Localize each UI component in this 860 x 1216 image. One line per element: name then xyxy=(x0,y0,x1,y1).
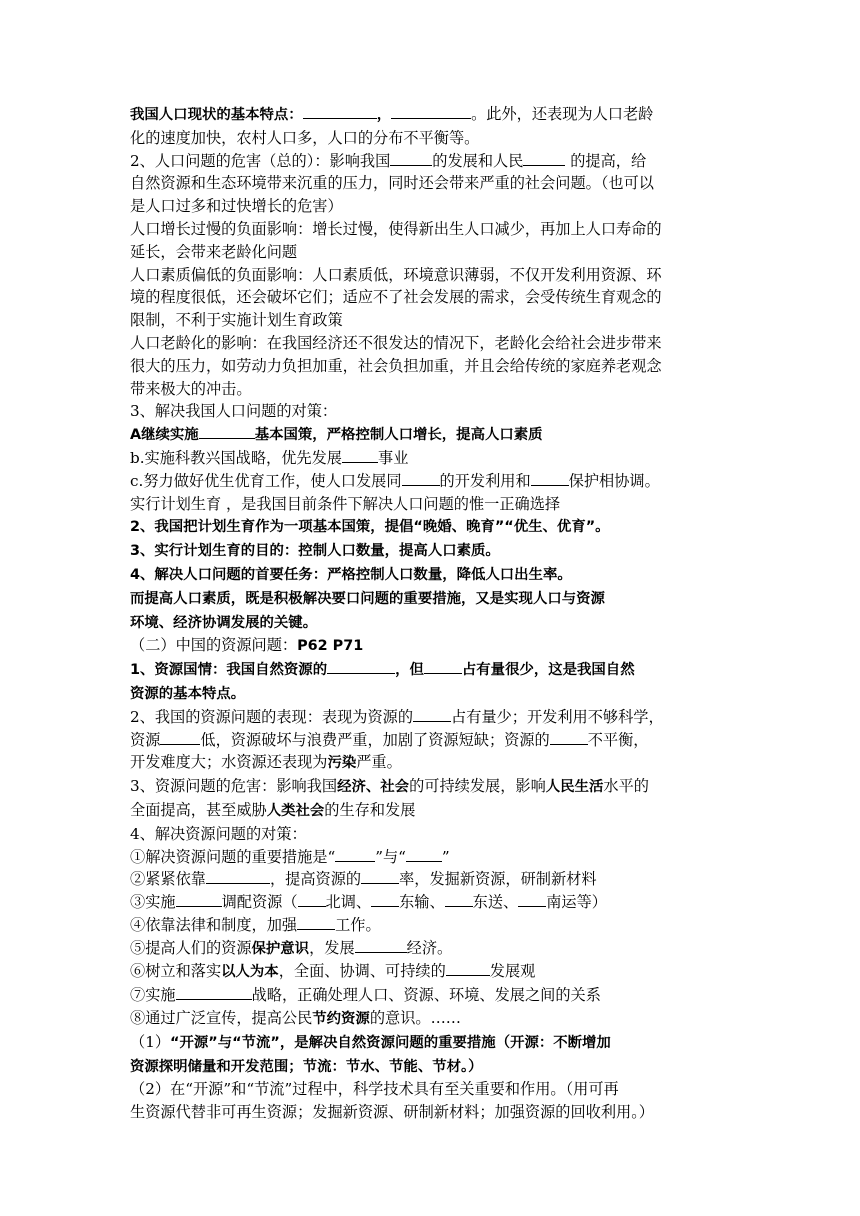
fill-in-blank xyxy=(523,150,565,166)
fill-in-blank xyxy=(413,706,451,722)
text-line xyxy=(130,960,730,984)
text-line xyxy=(130,1078,730,1101)
text-line xyxy=(130,309,730,332)
text-line xyxy=(130,846,730,869)
fill-in-blank xyxy=(160,729,200,745)
text-line xyxy=(130,658,730,682)
bold-text: ，但 xyxy=(395,662,424,679)
text-line xyxy=(130,751,730,775)
text-line xyxy=(130,241,730,264)
bold-text: P62 P71 xyxy=(297,638,364,655)
text-segment: ⑥树立和落实 xyxy=(130,962,222,981)
fill-in-blank xyxy=(342,447,378,463)
text-line xyxy=(130,172,730,195)
bold-text: 人民生活 xyxy=(545,779,604,796)
text-segment: b.实施科教兴国战略，优先发展 xyxy=(130,448,342,467)
text-segment: 延长，会带来老龄化问题 xyxy=(130,242,298,261)
text-segment: （二）中国的资源问题： xyxy=(130,636,298,655)
text-line xyxy=(130,355,730,378)
text-line xyxy=(130,634,730,658)
text-segment: 东送、 xyxy=(472,893,519,912)
text-line xyxy=(130,286,730,309)
fill-in-blank xyxy=(371,891,399,907)
text-line xyxy=(130,799,730,823)
text-line xyxy=(130,891,730,914)
text-line xyxy=(130,195,730,218)
text-line xyxy=(130,587,730,611)
bold-text: 而提高人口素质，既是积极解决要口问题的重要措施，又是实现人口与资源 xyxy=(130,590,605,607)
text-line xyxy=(130,868,730,891)
text-line xyxy=(130,447,730,470)
text-segment: 3、资源问题的危害：影响我国 xyxy=(130,777,338,796)
text-segment: 2、我国的资源问题的表现：表现为资源的 xyxy=(130,707,414,726)
bold-text: 污染 xyxy=(327,755,357,772)
text-segment: ④依靠法律和制度，加强 xyxy=(130,915,298,934)
bold-text: 资源探明储量和开发范围；节流：节水、节能、节材。） xyxy=(130,1058,483,1075)
text-segment: 的开发利用和 xyxy=(439,471,531,490)
text-segment: 4、解决资源问题的对策： xyxy=(130,824,307,843)
text-segment: 人口增长过慢的负面影响：增长过慢，使得新出生人口减少，再加上人口寿命的 xyxy=(130,219,662,238)
text-segment: 带来极大的冲击。 xyxy=(130,379,252,398)
text-segment: （1） xyxy=(130,1032,171,1051)
fill-in-blank xyxy=(390,150,432,166)
text-segment: 资源 xyxy=(130,730,161,749)
bold-text: 以人为本 xyxy=(221,964,279,981)
fill-in-blank xyxy=(445,891,473,907)
text-line xyxy=(130,1031,730,1055)
text-segment: 经济。 xyxy=(406,938,453,957)
text-segment: 低，资源破坏与浪费严重，加剧了资源短缺；资源的 xyxy=(200,730,550,749)
text-segment: ⑧通过广泛宣传，提高公民 xyxy=(130,1009,313,1028)
fill-in-blank xyxy=(406,846,442,862)
text-segment: ，全面、协调、可持续的 xyxy=(278,962,446,981)
text-line xyxy=(130,470,730,493)
text-line xyxy=(130,423,730,447)
text-line xyxy=(130,775,730,799)
text-segment: 水平的 xyxy=(603,777,649,796)
text-line xyxy=(130,914,730,937)
fill-in-blank xyxy=(327,658,395,674)
text-segment: 战略，正确处理人口、资源、环境、发展之间的关系 xyxy=(251,986,601,1005)
text-segment: ⑤提高人们的资源 xyxy=(130,938,252,957)
fill-in-blank xyxy=(446,960,490,976)
text-segment: 保护相协调。 xyxy=(568,471,660,490)
text-line xyxy=(130,563,730,587)
text-line xyxy=(130,264,730,287)
bold-text: 基本国策，严格控制人口增长，提高人口素质 xyxy=(254,427,543,444)
text-segment: 严重。 xyxy=(356,753,402,772)
text-segment: ③实施 xyxy=(130,893,176,912)
text-line xyxy=(130,400,730,423)
fill-in-blank xyxy=(206,868,270,884)
text-segment: 2、人口问题的危害（总的）：影响我国 xyxy=(130,151,391,170)
bold-text: 人类社会 xyxy=(266,802,325,819)
fill-in-blank xyxy=(402,470,440,486)
bold-text: 4、解决人口问题的首要任务：严格控制人口数量，降低人口出生率。 xyxy=(130,566,572,583)
text-segment: 实行计划生育 ，是我国目前条件下解决人口问题的惟一正确选择 xyxy=(130,494,561,513)
fill-in-blank xyxy=(335,846,375,862)
text-segment: 发展观 xyxy=(489,962,536,981)
text-segment: ”与“ xyxy=(375,847,406,866)
bold-text: 2、我国把计划生育作为一项基本国策，提倡“晚婚、晚育”“优生、优育”。 xyxy=(130,519,610,536)
text-segment: 化的速度加快，农村人口多，人口的分布不平衡等。 xyxy=(130,128,480,147)
text-segment: 北调、 xyxy=(325,893,372,912)
fill-in-blank xyxy=(531,470,569,486)
fill-in-blank xyxy=(550,729,588,745)
text-segment: 东输、 xyxy=(399,893,445,912)
text-segment: 人口素质偏低的负面影响：人口素质低，环境意识薄弱，不仅开发利用资源、环 xyxy=(130,265,662,284)
text-segment: 占有量少；开发利用不够科学， xyxy=(451,707,664,726)
text-line xyxy=(130,1055,730,1079)
text-line xyxy=(130,539,730,563)
bold-text: 环境、经济协调发展的关键。 xyxy=(130,614,318,631)
text-segment: c.努力做好优生优育工作，使人口发展同 xyxy=(130,471,402,490)
fill-in-blank xyxy=(176,891,222,907)
text-segment: 的发展和人民 xyxy=(432,151,524,170)
text-line xyxy=(130,332,730,355)
fill-in-blank xyxy=(518,891,546,907)
bold-text: 我国人口现状的基本特点： xyxy=(130,107,303,123)
fill-in-blank xyxy=(303,103,377,119)
text-segment: ①解决资源问题的重要措施是“ xyxy=(130,847,336,866)
text-line xyxy=(130,729,730,752)
text-line xyxy=(130,515,730,539)
bold-text: 经济、社会 xyxy=(337,779,410,796)
text-segment: 很大的压力，如劳动力负担加重，社会负担加重，并且会给传统的家庭养老观念 xyxy=(130,356,662,375)
text-line xyxy=(130,706,730,729)
text-line xyxy=(130,611,730,635)
text-line xyxy=(130,150,730,173)
text-line xyxy=(130,493,730,516)
text-line xyxy=(130,378,730,401)
text-line xyxy=(130,937,730,961)
text-segment: ，提高资源的 xyxy=(269,870,362,889)
text-segment: 事业 xyxy=(378,448,409,467)
text-segment: ” xyxy=(441,847,450,866)
bold-text: 占有量很少，这是我国自然 xyxy=(461,662,635,679)
text-segment: 自然资源和生态环境带来沉重的压力，同时还会带来严重的社会问题。（也可以 xyxy=(130,174,654,193)
fill-in-blank xyxy=(298,891,326,907)
bold-text: ， xyxy=(376,107,392,123)
text-segment: ②紧紧依靠 xyxy=(130,870,206,889)
text-segment: 的可持续发展，影响 xyxy=(409,777,546,796)
text-segment: 开发难度大；水资源还表现为 xyxy=(130,753,328,772)
text-segment: ⑦实施 xyxy=(130,986,176,1005)
text-segment: 境的程度很低，还会破坏它们；适应不了社会发展的需求，会受传统生育观念的 xyxy=(130,288,662,307)
text-segment: 的提高，给 xyxy=(565,151,647,170)
text-line xyxy=(130,823,730,846)
text-segment: 率，发掘新资源，研制新材料 xyxy=(399,870,597,889)
text-segment: （2）在“开源”和“节流”过程中，科学技术具有至关重要和作用。（用可再 xyxy=(130,1080,619,1099)
bold-text: 1、资源国情：我国自然资源的 xyxy=(130,662,328,679)
text-segment: 生资源代替非可再生资源；发掘新资源、研制新材料；加强资源的回收利用。） xyxy=(130,1103,654,1122)
bold-text: “开源”与“节流”，是解决自然资源问题的重要措施（开源：不断增加 xyxy=(170,1034,611,1051)
text-line xyxy=(130,218,730,241)
text-line xyxy=(130,1007,730,1031)
document-page xyxy=(130,103,730,1124)
bold-text: A继续实施 xyxy=(130,427,199,444)
text-segment: 3、解决我国人口问题的对策： xyxy=(130,402,338,421)
text-line xyxy=(130,127,730,150)
fill-in-blank xyxy=(297,914,335,930)
bold-text: 节约资源 xyxy=(312,1011,370,1028)
text-segment: 南运等） xyxy=(546,893,607,912)
text-segment: ，发展 xyxy=(309,938,355,957)
text-segment: 的意识。…… xyxy=(369,1009,461,1028)
text-segment: 限制，不利于实施计划生育政策 xyxy=(130,311,343,330)
text-segment: 调配资源（ xyxy=(221,893,298,912)
fill-in-blank xyxy=(355,937,407,953)
text-line xyxy=(130,682,730,706)
text-segment: 的生存和发展 xyxy=(324,800,416,819)
bold-text: 3、实行计划生育的目的：控制人口数量，提高人口素质。 xyxy=(130,543,500,560)
text-line xyxy=(130,984,730,1007)
fill-in-blank xyxy=(176,984,252,1000)
text-segment: 工作。 xyxy=(335,915,381,934)
text-segment: 人口老龄化的影响：在我国经济还不很发达的情况下，老龄化会给社会进步带来 xyxy=(130,333,662,352)
bold-text: 保护意识 xyxy=(251,940,310,957)
fill-in-blank xyxy=(424,658,462,674)
fill-in-blank xyxy=(199,423,255,439)
fill-in-blank xyxy=(391,103,471,119)
text-line xyxy=(130,1101,730,1124)
bold-text: 资源的基本特点。 xyxy=(130,685,246,702)
text-segment: 不平衡， xyxy=(587,730,649,749)
fill-in-blank xyxy=(361,868,399,884)
text-segment: 是人口过多和过快增长的危害） xyxy=(130,197,343,216)
text-line xyxy=(130,103,730,127)
text-segment: 。此外，还表现为人口老龄 xyxy=(471,105,654,123)
text-segment: 全面提高，甚至威胁 xyxy=(130,800,267,819)
